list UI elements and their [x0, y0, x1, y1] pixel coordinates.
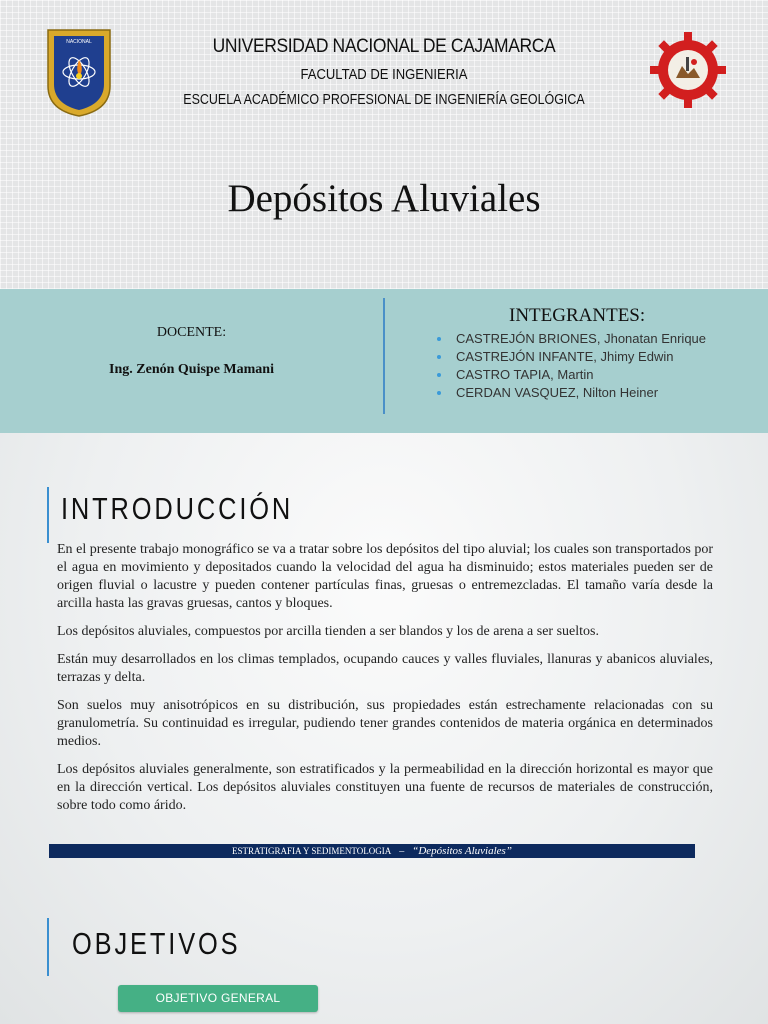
faculty-name: FACULTAD DE INGENIERIA: [300, 67, 468, 83]
band-divider: [383, 298, 385, 414]
page-title: Depósitos Aluviales: [227, 177, 541, 220]
intro-paragraph: Están muy desarrollados en los climas templados, ocupando cauces y valles fluviales, llanuras y abanicos aluviales, terrazas y delta.: [57, 652, 713, 685]
slide-footer: [49, 844, 695, 858]
integrantes-title: INTEGRANTES:: [509, 305, 646, 326]
intro-paragraph: Los depósitos aluviales generalmente, son estratificados y la permeabilidad en la dirección horizontal es mayor que en la dirección vertical. Los depósitos aluviales constituyen una fuente de recursos de materiales de construcción, sobre todo como árido.: [57, 762, 713, 813]
member-first-name: Nilton Heiner: [582, 385, 659, 400]
list-item: CASTRO TAPIA, Martin: [437, 366, 706, 384]
bullet-icon: [437, 337, 441, 341]
intro-title: INTRODUCCIÓN: [61, 491, 294, 526]
member-first-name: Jhonatan Enrique: [604, 331, 707, 346]
school-name: ESCUELA ACADÉMICO PROFESIONAL DE INGENIERÍA GEOLÓGICA: [183, 92, 585, 108]
member-first-name: Jhimy Edwin: [600, 349, 674, 364]
bullet-icon: [437, 391, 441, 395]
objetivos-title: OBJETIVOS: [72, 926, 241, 961]
list-item: CASTREJÓN BRIONES, Jhonatan Enrique: [437, 330, 706, 348]
member-last-name: CASTREJÓN BRIONES: [456, 331, 597, 346]
member-last-name: CASTRO TAPIA: [456, 367, 551, 382]
intro-paragraph: En el presente trabajo monográfico se va a tratar sobre los depósitos del tipo aluvial; los cuales son transportados por el agua en movimiento y depositados cuando la velocidad del agua ha disminuido; estos materiales pueden ser de origen fluvial o lacustre y pueden contener partículas finas, gruesas o entremezcladas. El tamaño varía desde la arcilla hasta las gravas gruesas, cantos y bloques.: [57, 542, 713, 611]
intro-paragraph: Son suelos muy anisotrópicos en su distribución, sus propiedades están estrechamente relacionadas con su granulometría. Su continuidad es irregular, pudiendo tener grandes contenidos de materia orgánica en determinados medios.: [57, 698, 713, 749]
footer-course: ESTRATIGRAFIA Y SEDIMENTOLOGIA: [232, 846, 392, 856]
docente-label: DOCENTE:: [156, 325, 227, 340]
engineering-gear-logo: [648, 30, 728, 110]
docente-name: Ing. Zenón Quispe Mamani: [109, 362, 274, 377]
objetivo-general-button[interactable]: OBJETIVO GENERAL: [118, 985, 318, 1012]
bullet-icon: [437, 355, 441, 359]
objetivos-accent-bar: [47, 918, 49, 976]
bullet-icon: [437, 373, 441, 377]
member-last-name: CERDAN VASQUEZ: [456, 385, 576, 400]
intro-paragraph: Los depósitos aluviales, compuestos por arcilla tienden a ser blandos y los de arena a ser sueltos.: [57, 624, 599, 639]
list-item: CASTREJÓN INFANTE, Jhimy Edwin: [437, 348, 706, 366]
footer-separator: –: [399, 846, 405, 857]
footer-topic: “Depósitos Aluviales”: [412, 845, 512, 857]
cover-slide: [0, 0, 768, 433]
logo-text-nacional: NACIONAL: [66, 39, 92, 45]
intro-accent-bar: [47, 487, 49, 543]
intro-body: [57, 541, 713, 825]
member-last-name: CASTREJÓN INFANTE: [456, 349, 594, 364]
members-list: [437, 330, 706, 402]
member-first-name: Martin: [557, 367, 594, 382]
list-item: CERDAN VASQUEZ, Nilton Heiner: [437, 384, 706, 402]
university-name: UNIVERSIDAD NACIONAL DE CAJAMARCA: [212, 36, 556, 57]
